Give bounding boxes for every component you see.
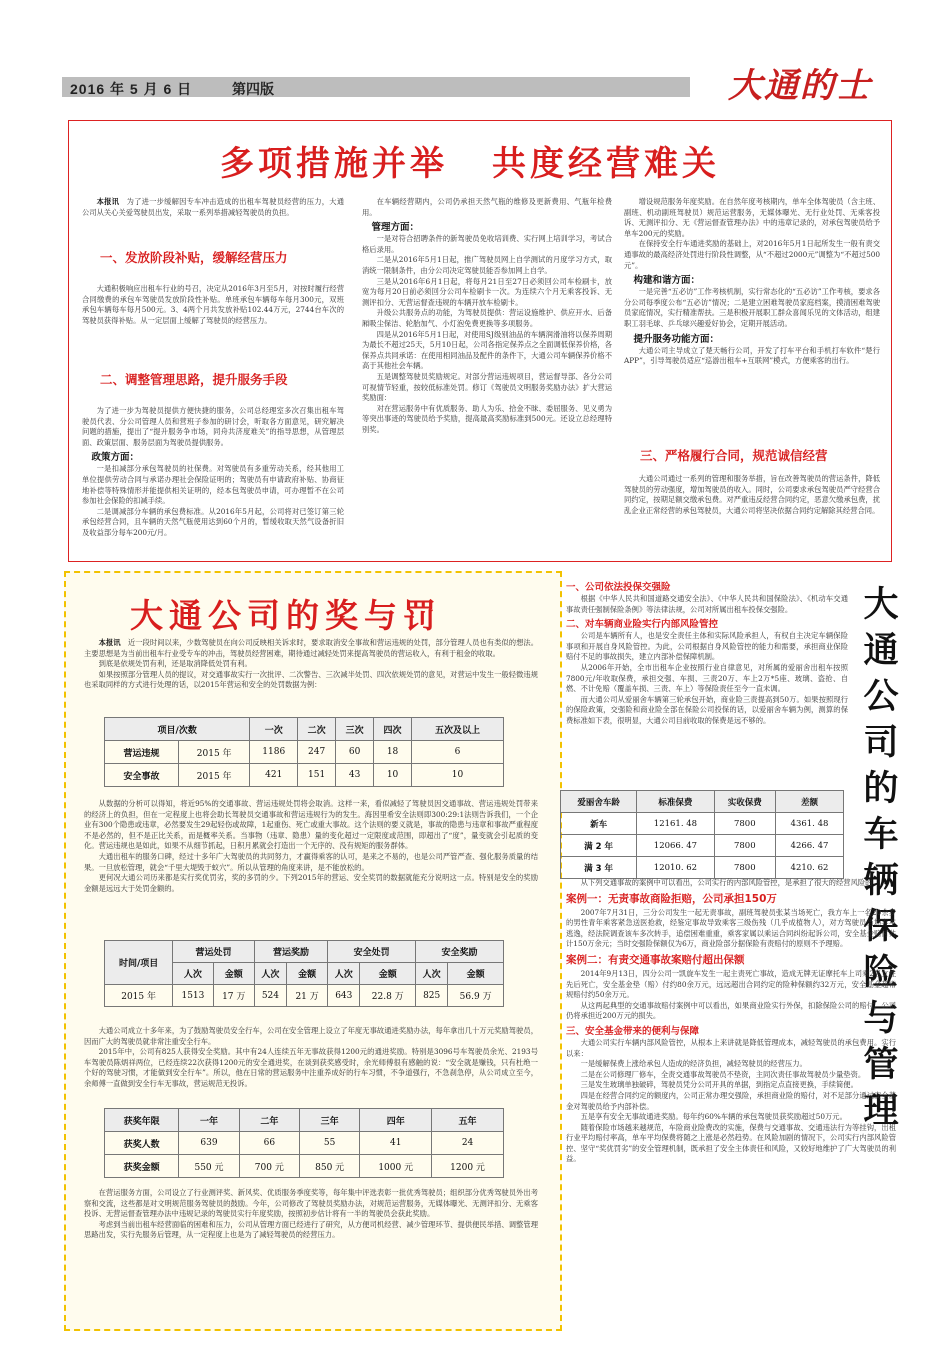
article1-col2 (362, 197, 612, 435)
penalty-count-table (104, 717, 504, 787)
table-header: 安全处罚 (328, 941, 416, 963)
paragraph: 升级公共服务点的功能，为驾驶员提供：营运设施维护、供应开水、后备厢吸尘保洁、轮胎加气、小灯泡免费更换等多项服务。 (362, 308, 612, 328)
table-cell: 1000 元 (360, 1155, 432, 1178)
table-header-row (561, 791, 844, 813)
table-header: 人次 (416, 963, 448, 985)
table-cell: 43 (336, 764, 374, 787)
paragraph: 如果按照部分管理人员的提议，对交通事故实行一次批评、二次警告、三次减半处罚、四次依规处罚的意见，对营运中发生一般轻微违规也采取同样的方式进行处理的话，以2015年营运和安全的处罚数据为例： (84, 669, 538, 690)
table-cell: 获奖人数 (105, 1132, 179, 1155)
table-header: 金额 (360, 963, 416, 985)
table-header-row (105, 718, 504, 741)
table-header: 一次 (250, 718, 298, 741)
case2-title: 案例二：有责交通事故案赔付超出保额 (566, 953, 745, 966)
table-cell: 7800 (714, 813, 775, 835)
intro-lead: 本报讯 (96, 197, 120, 206)
table-header: 二年 (239, 1109, 299, 1132)
table-cell: 151 (298, 764, 336, 787)
table-cell: 643 (328, 985, 360, 1007)
table-cell: 524 (254, 985, 286, 1007)
paragraph: 在营运服务方面，公司设立了行业测评奖、新风奖、优质服务季度奖等，每年集中评选表彰一批优秀驾驶员；组织部分优秀驾驶员外出考察和交流，这些都是对文明规范服务驾驶员的鼓励。今年，公司修改了驾驶员奖励办法，对规范运营服务，无媒体曝光、无测评扣分、无乘客投诉、无营运督查管理办法中违规记录的驾驶员实行年度奖励，按照初步估计将有一半的驾驶员会获此奖励。 (84, 1188, 538, 1219)
table-row (105, 764, 504, 787)
table-header: 一年 (179, 1109, 239, 1132)
table-header: 时间/项目 (105, 941, 173, 985)
paragraph: 2015年中，公司有825人获得安全奖励。其中有24人连续五年无事故获得1200元的通进奖励。特别是3096号车驾驶员余光、2193号车驾驶员陈炳祥两位，已经连续22次获得1200元的安全通进奖，在谈到获奖感受时，余光师傅很有感触的说：“安全就是赚钱，只有杜绝一个好的驾驶习惯，才能做到安全行车”。所以，他在日常的营运服务中注重养成好的行车习惯，不争道强行，不急刹急停，从公司成立至今，余师傅一直做到安全行车无事故，营运规范无投诉。 (84, 1047, 538, 1088)
table-cell: 22.8 万 (360, 985, 416, 1007)
table-cell: 2015 年 (178, 741, 249, 764)
func-subtitle: 提升服务功能方面： (633, 333, 720, 345)
paragraph: 大通积极响应出租车行业的号召，决定从2016年3月至5月，对按时履行经营合同缴费的承包车驾驶员发放阶段性补贴。单班承包车辆每车每月300元，双班承包车辆每车每月500元。3、4两个月共发放补贴102.44万元，2744台车次的驾驶员获得补贴。从一定层面上缓解了驾驶员的经营压力。 (82, 284, 344, 325)
paragraph: 从2006年开始，全市出租车企业按照行业自律意见，对所属的爱丽舍出租车按照7800元/年收取保费，承担交强、车损、三责20万、车上2万*5座、玻璃、盗抢、自燃、不计免赔（覆盖车损、三责、车上）等保险责任至今一直未调。 (566, 662, 848, 694)
table-header: 四次 (374, 718, 412, 741)
article1-col3 (624, 197, 880, 367)
paragraph: 三是从2016年6月1日起，将每月21日至27日必须回公司车检刷卡，放宽为每月20日前必须回分公司车检刷卡一次。为连续六个月无乘客投诉、无测评扣分、无营运督查违规的车辆开放车检刷卡。 (362, 276, 612, 307)
article3-part1 (566, 578, 848, 727)
paragraph: 四是在经营合同约定的额度内，公司正常办理交强险，承担商业险的赔付，对不足部分通过安全基金对驾驶员给予内部补偿。 (566, 1090, 896, 1111)
table-header: 爱丽舍车龄 (561, 791, 637, 813)
table-header: 标准保费 (637, 791, 714, 813)
table-cell: 12066. 47 (637, 835, 714, 857)
issue-date: 2016 年 5 月 6 日 (70, 81, 193, 97)
table-cell: 7800 (714, 835, 775, 857)
paragraph: 大通公司成立十多年来，为了鼓励驾驶员安全行车，公司在安全管理上设立了年度无事故通进奖励办法，每年拿出几十万元奖励驾驶员，因而广大的驾驶员就非常注重安全行车。 (84, 1026, 538, 1046)
table-cell: 12161. 48 (637, 813, 714, 835)
paragraph: 考虑到当前出租车经营面临的困难和压力，公司从管理方面已经进行了研究，从方便司机经营、减少管理环节、提供便民举措、调整管理思路出发，实行先服务后管理，从一定程度上也是为了减轻驾驶员的经营压力。 (84, 1219, 538, 1240)
paragraph: 从数据的分析可以得知，将近95%的交通事故、营运违规处罚将会取消。这样一来，看似减轻了驾驶员因交通事故、营运违规处罚带来的经济上的负担，但在一定程度上也将会助长驾驶员交通事故和营运违规行为的发生。海因里希安全法则即300:29:1法则告诉我们，一个企业有300个隐患或违章，必然要发生29起轻伤或故障，1起重伤、死亡或重大事故。这个法则的要义就是，事故的隐患与违章和事故严重程度不是必然的，但不是正比关系，而是概率关系。当事物（违章、隐患）量的变化超过一定限度或范围，即超出了“度”，量变就会引起质的变化。营运违规也是如此，如果不从细节抓起，日积月累就会打造出一个无序的、没有规矩的服务群体。 (84, 799, 538, 851)
intro-text: 近一段时间以来，少数驾驶员在向公司反映相关诉求时，要求取消安全事故和营运违规的处罚，部分管理人员也有类似的想法。主要思想是为当前出租车行业受专车的冲击，驾驶员经营困难，期待通过减轻处罚来提高驾驶员的营运收入，有利于租金的收取。 (84, 638, 539, 658)
case1-title: 案例一：无责事故商险拒赔，公司承担150万 (566, 892, 777, 905)
table-cell: 4361. 48 (775, 813, 843, 835)
table-cell: 7800 (714, 857, 775, 879)
paragraph: 公司是车辆所有人，也是安全责任主体和实际风险承担人，有权自主决定车辆保险事项和开展自身风险管控。为此，公司根据自身风险管控的能力和需要，承担商业保险赔付不足的事故损失，建立内部补偿保障机制。 (566, 631, 848, 662)
table-cell: 66 (239, 1132, 299, 1155)
table-header: 项目/次数 (105, 718, 250, 741)
table-cell: 满 2 年 (561, 835, 637, 857)
paragraph: 在车辆经营期内，公司仍承担天然气瓶的维修及更新费用、气瓶年检费用。 (362, 197, 612, 217)
table-row (105, 1132, 504, 1155)
article2-closing (84, 1188, 538, 1241)
table-cell: 41 (360, 1132, 432, 1155)
table-cell: 421 (250, 764, 298, 787)
paragraph: 五是享有安全无事故通进奖励。每年约60%车辆的承包驾驶员获奖励超过50万元。 (580, 1112, 847, 1122)
paragraph: 二是调减部分车辆的承包费标准。从2016年5月起，公司将对已签订第三轮承包经营合同，且车辆的天然气瓶使用达到60个月的，暂缓收取天然气设备折旧及收益部分每车200元/月。 (82, 506, 344, 537)
table-cell: 60 (336, 741, 374, 764)
paragraph: 随着保险市场越来越规范，车险商业险费改的实施，保费与交通事故、交通违法行为等挂钩，出租行业平均赔付率高，单车平均保费将随之上涨是必然趋势。在风险加剧的情况下，公司实行内部风险管控、坚守“奖优罚劣”的安全管理机制，既承担了安全主体责任和风险，又较好地维护了广大驾驶员的利益。 (566, 1122, 896, 1164)
table-cell: 825 (416, 985, 448, 1007)
paragraph: 在保持安全行车通进奖励的基础上，对2016年5月1日起所发生一般有责交通事故的最高经济处罚进行阶段性调整，从“不超过2000元”调整为“不超过500元”。 (624, 239, 880, 270)
mgmt-subtitle: 管理方面： (371, 222, 420, 234)
paragraph: 从下列交通事故的案例中可以看出，公司实行的内部风险管控，是承担了很大的经营风险的。 (580, 878, 880, 887)
policy-subtitle: 政策方面： (91, 452, 140, 464)
article2-headline: 大通公司的奖与罚 (130, 596, 442, 635)
table-header-row (105, 941, 504, 963)
article2-safety (84, 1026, 538, 1090)
article1-sec3-body (624, 474, 880, 516)
table-cell: 6 (412, 741, 504, 764)
paragraph: 一是完善“五必访”工作考核机制，实行常态化的“五必访”工作考核，要求各分公司每季度公布“五必访”情况；二是建立困难驾驶员家庭档案，摸清困难驾驶员家庭情况，实行精准帮扶。三是积极开展职工群众喜闻乐见的文体活动，组建职工羽毛球、乒乓球兴趣爱好协会，定期开展活动。 (624, 287, 880, 328)
paragraph: 一是对符合招聘条件的新驾驶员免收培训费、实行网上培训学习，考试合格后录用。 (362, 234, 612, 254)
paragraph: 对在营运服务中有优质服务、助人为乐、拾金不昧、委屈服务、见义勇为等突出事迹的驾驶员给予奖励，提高最高奖励标准到500元。还设立总经理特别奖。 (362, 403, 612, 434)
insurance-premium-table (560, 790, 844, 879)
paragraph: 二是在公司修理厂修车，全责交通事故驾驶员不垫资，主同次责任事故驾驶员少量垫资。 (580, 1069, 866, 1079)
reward-penalty-table (104, 940, 504, 1007)
intro-text: 为了进一步缓解因专车冲击造成的出租车驾驶员经营的压力，大通公司从关心关爱驾驶员出发，采取一系列举措减轻驾驶员的负担。 (82, 197, 345, 217)
article1-sec1-body (82, 284, 344, 326)
paragraph: 三是发生玻璃单独破碎，驾驶员凭分公司开具的单据，到指定点直接更换，手续简便。 (580, 1080, 858, 1090)
table-cell: 安全事故 (105, 764, 179, 787)
table-row (105, 741, 504, 764)
edition-label: 第四版 (232, 81, 274, 97)
table-cell: 1513 (173, 985, 213, 1007)
table-cell: 获奖金额 (105, 1155, 179, 1178)
table-cell: 新车 (561, 813, 637, 835)
paragraph: 更何况大通公司历来都是实行奖优罚劣，奖的多罚的少。下列2015年的营运、安全奖罚的数据就能充分说明这一点。特别是安全的奖励金额是远远大于处罚金额的。 (84, 873, 538, 893)
paragraph: 到底是依规处罚有利，还是取消降低处罚有利。 (98, 659, 252, 669)
table-cell: 10 (412, 764, 504, 787)
table-header: 三次 (336, 718, 374, 741)
table-header: 人次 (173, 963, 213, 985)
paragraph: 四是从2016年5月1日起，对使用SJ级别油品的车辆润滑油将以保养周期为最长不超过25天，5月10日起，公司各指定保养点之全面调低保养价格，各保养点共同承诺：在使用相同油品及配件的条件下，大通公司车辆保养价格不高于其他社会车辆。 (362, 329, 612, 371)
paragraph: 大通出租车的服务口碑，经过十多年广大驾驶员的共同努力，才赢得乘客的认可，是来之不易的，也是公司严管严查、强化服务质量的结果。一旦放松管理，就会“千里大堤毁于蚁穴”。所以从管理的角度来讲，是不能放松的。 (84, 851, 538, 872)
table-header: 五次及以上 (412, 718, 504, 741)
paragraph: 一是扣减部分承包驾驶员的社保费。对驾驶员有多重劳动关系，经其他用工单位提供劳动合同与承诺办理社会保险证明的；驾驶员有申请政府补贴、协商征地补偿等特殊情形并能提供相关证明的，经本包驾驶员申请，可办理暂不在公司参加社会保险的扣减手续。 (82, 464, 344, 506)
safety-award-table (104, 1108, 504, 1178)
table-cell: 1200 元 (432, 1155, 504, 1178)
table-row (561, 813, 844, 835)
paragraph: 根据《中华人民共和国道路交通安全法》、《中华人民共和国保险法》、《机动车交通事故责任强制保险条例》等法律法规，公司对所属出租车投保交强险。 (566, 594, 848, 614)
table-cell: 2015 年 (105, 985, 173, 1007)
headline-part-a: 多项措施并举 (220, 144, 448, 184)
section1-title: 一、发放阶段补贴，缓解经营压力 (100, 250, 288, 265)
table-header: 实收保费 (714, 791, 775, 813)
table-header: 差额 (775, 791, 843, 813)
table-cell: 24 (432, 1132, 504, 1155)
article2-intro (84, 638, 538, 691)
article2-analysis (84, 799, 538, 894)
article3-section2-title: 二、对车辆商业险实行内部风险管控 (566, 619, 719, 631)
article3-section1-title: 一、公司依法投保交强险 (566, 582, 671, 593)
table-cell: 56.9 万 (448, 985, 504, 1007)
table-cell: 4210. 62 (775, 857, 843, 879)
table-header: 安全奖励 (416, 941, 504, 963)
table-header: 金额 (213, 963, 254, 985)
article3-vertical-title: 大通公司的车辆保险与管理 (863, 585, 899, 1131)
paragraph: 为了进一步为驾驶员提供方便快捷的服务，公司总经理室多次召集出租车驾驶员代表、分公司管理人员和营班子参加的研讨会，听取各方面意见，研究解决问题的措施，提出了“提升服务争市场，同舟共济度难关”的指导思想，从管理层面、政策层面、服务层面为驾驶员提供服务。 (82, 406, 344, 447)
table-cell: 4266. 47 (775, 835, 843, 857)
article1-sec2-body (82, 406, 344, 539)
paragraph: 大通公司实行车辆内部风险管控，从根本上来讲就是降低管理成本，减轻驾驶员的承包费用。实行以来： (566, 1037, 896, 1058)
table-cell: 1186 (250, 741, 298, 764)
article1-col1 (82, 197, 344, 218)
section2-title: 二、调整管理思路，提升服务手段 (100, 372, 288, 387)
table-row (561, 835, 844, 857)
table-cell: 550 元 (179, 1155, 239, 1178)
table-header: 营运处罚 (173, 941, 255, 963)
table-header: 三年 (299, 1109, 359, 1132)
paragraph: 增设规范服务年度奖励。在自然年度考核期内，单车全体驾驶员（含主班、副班、机动副班驾驶员）规范运营服务，无媒体曝光、无行业处罚、无乘客投诉、无测评扣分、无《营运督查管理办法》中的违章记录的，对承包驾驶员给予单车200元的奖励。 (624, 197, 880, 238)
section3-title: 三、严格履行合同，规范诚信经营 (640, 448, 828, 463)
paragraph: 大通公司通过一系列的管理和服务举措，旨在改善驾驶员的营运条件，降低驾驶员的劳动强度，增加驾驶员的收入。同时，公司要求承包驾驶员严守经营合同约定，按期足额交缴承包费。对严重违反经营合同约定，恶意欠缴承包费，扰乱企业正常经营的承包驾驶员，大通公司将坚决依据合同约定解除其经营合同。 (624, 474, 880, 515)
table-cell: 18 (374, 741, 412, 764)
paragraph: 2014年9月13日，四分公司一凯旋车发生一起主责死亡事故，造成无牌无证摩托车上司乘2名女性先后死亡，安全基金垫（赔）付约80余万元，远远超出合同约定的险种保额约32万元，安全基金超常规赔付约50余万元。 (566, 968, 896, 1000)
table-row (105, 985, 504, 1007)
article3-section3-title: 三、安全基金带来的便利与保障 (566, 1025, 700, 1037)
table-cell: 17 万 (213, 985, 254, 1007)
table-cell: 满 3 年 (561, 857, 637, 879)
paragraph: 五是调整驾驶员奖励规定。对部分营运违规项目，营运督导部、各分公司可视情节轻重，按较低标准处罚。修订《驾驶员文明服务奖励办法》扩大营运奖励面： (362, 371, 612, 403)
paragraph: 一是缓解保费上涨给承包人造成的经济负担，减轻驾驶员的经营压力。 (580, 1059, 807, 1069)
table-cell: 55 (299, 1132, 359, 1155)
build-subtitle: 构建和谐方面： (633, 275, 701, 287)
table-header: 金额 (287, 963, 328, 985)
table-row (105, 1155, 504, 1178)
table-header: 四年 (360, 1109, 432, 1132)
paragraph: 而大通公司从爱丽舍车辆第三轮承包开始，商业险三责提高到50万。如果按照现行的保险政策，交强险和商业险全部在保险公司投保的话，以爱丽舍车辆为例，测算的保费标准如下表，很明显，大通公司目前收取的保费是远不够的。 (566, 694, 848, 725)
masthead-logo: 大通的士 (728, 66, 872, 106)
table-cell: 700 元 (239, 1155, 299, 1178)
table-cell: 850 元 (299, 1155, 359, 1178)
table-cell: 639 (179, 1132, 239, 1155)
table-row (561, 857, 844, 879)
table-cell: 12010. 62 (637, 857, 714, 879)
table-header: 二次 (298, 718, 336, 741)
article1-headline (0, 136, 940, 185)
intro-lead: 本报讯 (98, 638, 121, 647)
table-header: 人次 (254, 963, 286, 985)
article3-part2 (566, 878, 896, 1165)
table-header: 获奖年限 (105, 1109, 179, 1132)
paragraph: 二是从2016年5月1日起，推广驾驶员网上自学测试的月度学习方式，取消统一限制条件，由分公司决定驾驶员能否参加网上自学。 (362, 255, 612, 275)
table-header: 人次 (328, 963, 360, 985)
table-header: 金额 (448, 963, 504, 985)
table-cell: 247 (298, 741, 336, 764)
paragraph: 大通公司主导成立了楚天畅行公司，开发了打车平台和手机打车软件“楚行APP”，引导驾驶员适应“巡游出租车+互联网”模式，方便乘客的出行。 (624, 345, 880, 366)
table-header: 五年 (432, 1109, 504, 1132)
table-header-row (105, 1109, 504, 1132)
paragraph: 从这两起典型的交通事故赔付案例中可以看出，如果商业险实行外保，扣除保险公司的赔付，公司仍将承担近200万元的损失。 (566, 1000, 896, 1021)
headline-part-b: 共度经营难关 (492, 144, 720, 184)
table-cell: 2015 年 (178, 764, 249, 787)
table-cell: 营运违规 (105, 741, 179, 764)
table-cell: 10 (374, 764, 412, 787)
paragraph: 2007年7月31日，三分公司发生一起无责事故，副班驾驶员张某当场死亡，我方车上一名20余岁的男性青年乘客紧急送医抢救，经鉴定事故导致乘客三级伤残（几乎成植物人），对方驾驶员当场弃车逃逸，经法院调查该车多次转手，追偿困难重重，乘客家属以乘运合同纠纷起诉公司，安全基金赔付共计150万余元；当时交强险保额仅为6万，商业险部分据保险有责赔付的原则不予理赔。 (566, 907, 896, 949)
table-cell: 21 万 (287, 985, 328, 1007)
table-header: 营运奖励 (254, 941, 327, 963)
